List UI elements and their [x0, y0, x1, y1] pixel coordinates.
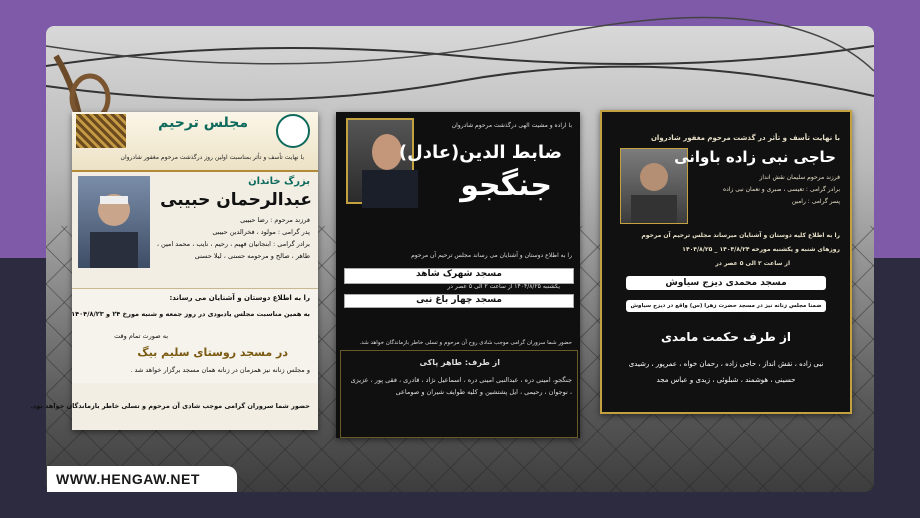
deceased-name: جنگجو	[460, 168, 552, 203]
text-line: یکشنبه ۱۴۰۴/۸/۲۵ از ساعت ۲ الی ۵ عصر در	[447, 283, 560, 290]
notice-box	[626, 300, 826, 321]
deceased-title: ضابط الدین(عادل)	[398, 142, 562, 163]
elder-label: بزرگ خاندان	[248, 176, 310, 187]
text-line: به همین مناسبت مجلس یادبودی در روز جمعه و شنبه مورخ ۲۴ و ۱۴۰۴/۸/۲۳	[71, 310, 310, 318]
text-line: فرزند مرحوم سلیمان نقش انداز	[759, 174, 840, 181]
obituary-poster-habibi	[30, 112, 318, 430]
emblem-icon	[276, 114, 310, 148]
text-line: را به اطلاع دوستان و آشنایان می رساند:	[169, 294, 310, 302]
watermark-text: WWW.HENGAW.NET	[56, 471, 200, 487]
text-line: نبی زاده ، نقش انداز ، حاجی زاده ، رحمان خواه ، عمرپور ، رشیدی	[628, 360, 824, 368]
obituary-poster-nabizadeh	[600, 110, 852, 414]
person-icon	[372, 134, 402, 170]
text-line: روزهای شنبه و یکشنبه مورخه ۱۴۰۴/۸/۲۴ _ ۱۴۰۴/۸/۲۵	[682, 246, 840, 253]
from-label: از طرف حکمت مامدی	[661, 330, 791, 344]
portrait-body	[362, 170, 418, 208]
poster-header-title: مجلس ترحیم	[158, 115, 248, 131]
text-line: با نهایت تأسف و تأثر در گذشت مرحوم مغفور شادروان	[650, 134, 840, 142]
text-line: فرزند مرحوم : رضا حبیبی	[240, 216, 310, 224]
photo-frame	[30, 26, 874, 492]
mosque-box	[344, 268, 574, 284]
text-line: به صورت تمام وقت	[114, 332, 168, 340]
poster-header	[72, 112, 318, 172]
deceased-name: عبدالرحمان حبیبی	[160, 190, 312, 210]
portrait-photo	[78, 176, 150, 268]
poster-header-line: با نهایت تأسف و تأثر بمناسبت اولین روز درگذشت مرحوم مغفور شادروان	[120, 154, 304, 161]
text-line: از ساعت ۲ الی ۵ عصر در	[715, 260, 790, 267]
mosque-name: مسجد محمدی دیزج سیاوش	[665, 278, 787, 288]
deceased-name: حاجی نبی زاده باوانی	[674, 148, 836, 166]
text-line: برادر گرامی : تعیسی ، صبری و نعمان نبی زاده	[722, 186, 840, 193]
text-line: برادر گرامی : ابنجانیان فهیم ، رحیم ، نایب ، محمد امین ،	[156, 240, 310, 248]
text-line: طاهر ، صالح و مرحومه حسنی ، لیلا حسنی	[194, 252, 310, 260]
text-line: با اراده و مشیت الهی درگذشت مرحوم شادروان	[451, 122, 572, 129]
text-line: ضمنا مجلس زنانه نیز در مسجد حضرت زهرا (س) واقع در دیزج سیاوش برگزار میگردد	[630, 303, 822, 321]
mosque-box	[344, 294, 574, 308]
text-line: را به اطلاع دوستان و آشنایان می رساند مجلس ترحیم آن مرحوم	[411, 252, 572, 259]
text-line: پدر گرامی : مولود ، فخرالدین حبیبی	[212, 228, 310, 236]
mosque-name: مسجد شهرک شاهد	[416, 269, 502, 279]
text-line: حسینی ، هوشمند ، شبلوئی ، زیدی و عباس مجد	[656, 376, 796, 384]
ornament-icon	[76, 114, 126, 148]
text-line: از طرف: طاهر پاکی	[419, 358, 500, 367]
person-icon	[78, 176, 150, 268]
text-line: و مجلس زنانه نیز همزمان در زنانه همان مسجد برگزار خواهد شد .	[130, 366, 310, 374]
mosque-box	[626, 276, 826, 290]
mosque-name: در مسجد روستای سلیم بیگ	[137, 346, 288, 359]
mosque-name: مسجد چهار باغ نبی	[416, 295, 502, 305]
text-line: حضور شما سروران گرامی موجب شادی آن مرحوم و تسلی خاطر بازماندگان خواهد بود.	[30, 402, 310, 410]
text-line: پسر گرامی : رامین	[791, 198, 840, 205]
text-line: جنگجو، امینی دره ، عبدالنبی امینی دره ، اسماعیل نژاد ، قادری ، فقی پور ، عزیزی ، نوجوان ، رحیمی ، ایل پشتشین و کلیه طوایف شیران و صوماعی	[350, 376, 572, 396]
text-line: را به اطلاع کلیه دوستان و آشنایان میرساند مجلس ترحیم آن مرحوم	[641, 232, 840, 239]
text-line: حضور شما سروران گرامی موجب شادی روح آن مرحوم و تسلی خاطر بازماندگان خواهد شد.	[359, 340, 572, 346]
obituary-poster-jangjoo	[336, 112, 580, 438]
